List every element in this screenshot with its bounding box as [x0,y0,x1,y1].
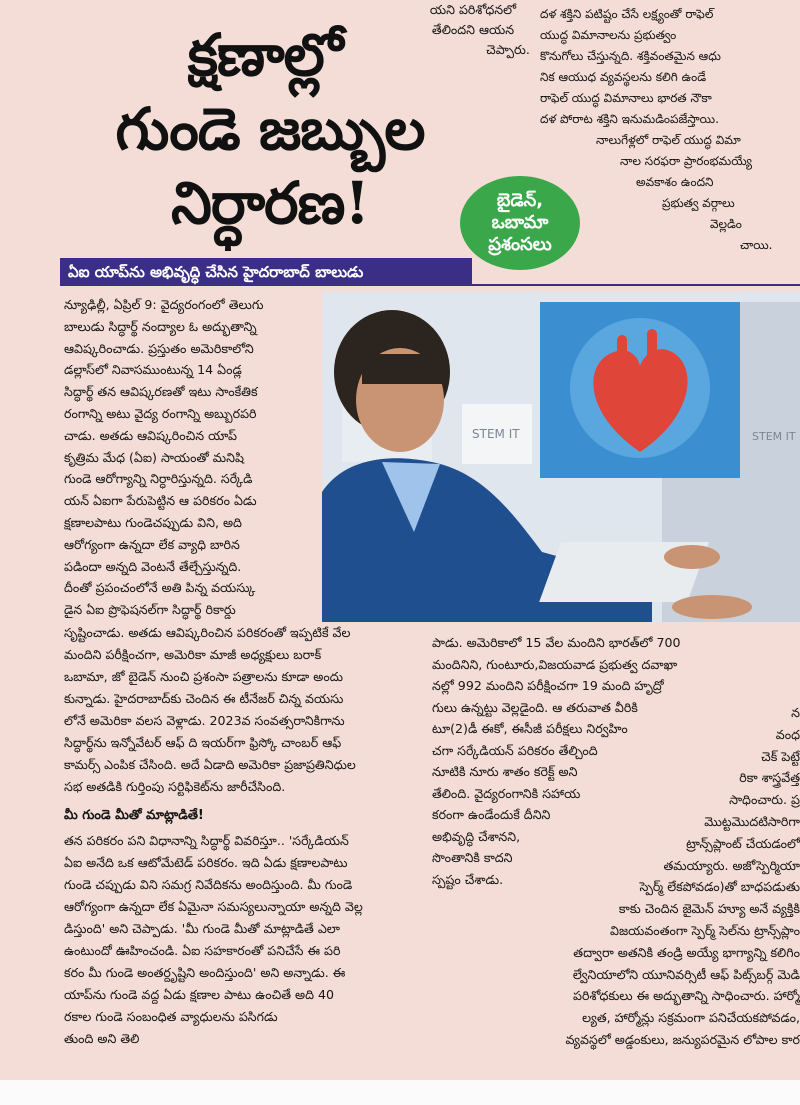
body-line: అభివృద్ధి చేశానని, [432,828,521,844]
body-line: గుండె చప్పుడు విని సమగ్ర నివేదికను అందిస్తుంది. మీ గుండె [64,877,353,892]
body-line: చగా సర్కేడియన్ పరికరం తేల్చింది [432,742,598,758]
body-line: లోనే అమెరికా వలస వెళ్లాడు. 2023వ సంవత్సరానికిగాను [64,713,345,728]
headline-line-3: నిర్ధారణ! [171,169,369,237]
body-line: ఆవిష్కరించాడు. ప్రస్తుతం అమెరికాలోని [64,340,254,356]
fragment-line: నాల సరఫరా ప్రారంభమయ్యే [620,154,752,168]
body-line: పరిశోధకులు ఈ అద్భుతాన్ని సాధించారు. హార్మో [573,988,800,1004]
body-line: ఏఐ అనేది ఒక ఆటోమేటెడ్ పరికరం. ఇది ఏడు క్షణాలపాటు [64,855,348,870]
badge-line-3: ప్రశంసలు [488,234,552,255]
body-line: వ్యవస్థలో అడ్డంకులు, జన్యుపరమైన లోపాల కార [565,1031,800,1047]
body-line: ఆరోగ్యంగా ఉన్నదా లేక ఏమైనా సమస్యలున్నాయా అన్నది వెల్ల [64,899,363,914]
subheading: మీ గుండె మీతో మాట్లాడితే! [64,808,204,823]
body-line: మొట్టమొదటిసారిగా [704,813,800,829]
fragment-line: నిక ఆయుధ వ్యవస్థలను కలిగి ఉండే [540,70,707,84]
fragment-line: తేలిందని ఆయన [431,22,515,37]
fragment-line: నాలుగేళ్లలో రాఫెల్ యుద్ధ విమా [596,133,741,147]
badge-line-2: ఒబామా [491,212,549,233]
body-line: ల్యత, హార్మోన్లు సక్రమంగా పనిచేయకపోవడం, [582,1010,800,1026]
body-line: తన పరికరం పని విధానాన్ని సిద్ధార్థ్ వివరిస్తూ.. 'సర్కేడియన్ [64,833,349,848]
body-line: సొంతానికి కాదని [432,850,513,865]
body-line: రంగాన్ని అటు వైద్య రంగాన్ని అబ్బురపరి [64,405,257,421]
body-line: రికా శాస్త్రవేత్త [739,770,800,786]
body-line: పాడు. అమెరికాలో 15 వేల మందిని భారత్‌లో 700 [432,635,681,650]
body-line: చెక్ పెట్టే [761,748,800,764]
body-line: టూ(2)డీ ఈకో, ఈసీజీ పరీక్షలు నిర్వహిం [432,721,628,736]
headline-line-1: క్షణాల్లో [187,21,343,89]
screen-label: STEM IT [472,427,520,441]
body-line: బాలుడు సిద్ధార్థ్ నంద్యాల ఓ అద్భుతాన్ని [64,318,257,334]
left-column-bottom [64,830,424,1050]
body-line: విజయవంతంగా స్పెర్మ్ సెల్‌ను ట్రాన్స్‌ప్లాం [610,922,800,938]
body-line: గులు ఉన్నట్టు వెల్లడైంది. ఆ తరువాత వీరికి [432,699,638,715]
body-line: నల్లో 992 మందిని పరీక్షించగా 19 మంది హృద్రో [432,678,664,693]
fragment-line: అవకాశం ఉందని [636,175,714,189]
svg-text:STEM IT: STEM IT [752,430,796,443]
body-line: సిద్ధార్థ్‌ను ఇన్నోవేటర్ ఆఫ్ ది ఇయర్‌గా ఫ్రిస్కో చాంబర్ ఆఫ్ [64,735,342,750]
body-line: డైన ఏఐ ప్రొఫెషనల్‌గా సిద్ధార్థ్ రికార్డు [64,602,236,618]
body-line: మందిని పరీక్షించగా, అమెరికా మాజీ అధ్యక్షులు బరాక్ [64,647,322,662]
fragment-line: రాఫెల్ యుద్ధ విమానాలు భారత నౌకా [540,91,712,105]
body-line: మందినిని, గుంటూరు,విజయవాడ ప్రభుత్వ దవాఖా [432,656,678,672]
body-line: పడిందా అన్నది వెంటనే తేల్చేస్తున్నది. [64,558,242,574]
headline [60,18,480,240]
fragment-line: చాయి. [740,238,773,252]
body-line: కరంగా ఉండేందుకే దీనిని [432,807,551,822]
body-line: సృష్టించాడు. అతడు ఆవిష్కరించిన పరికరంతో ఇప్పటికే వేల [64,625,351,640]
body-line: నూటికి నూరు శాతం కరెక్ట్ అని [432,764,578,779]
body-line: డిస్తుంది' అని చెప్పాడు. 'మీ గుండె మీతో మాట్లాడితే ఎలా [64,921,340,936]
praise-badge [460,176,580,270]
body-line: స్పెర్మ్ లేకపోవడం)తో బాధపడుతు [639,879,800,895]
badge-line-1: బైడెన్, [496,190,544,211]
body-line: స్పష్టం చేశాడు. [432,871,504,887]
body-line: ఒబామా, జో బైడెన్ నుంచి ప్రశంసా పత్రాలను కూడా అందు [64,669,343,684]
fragment-line: ప్రభుత్వ వర్గాలు [662,196,735,210]
body-line: డల్లాస్‌లో నివాసముంటున్న 14 ఏండ్ల [64,362,242,378]
right-column-bottom [500,702,800,1051]
body-line: తద్వారా అతనికి తండ్రి అయ్యే భాగ్యాన్ని కలిగిం [573,944,800,960]
body-line: సాధించారు. ప్ర [729,792,800,808]
fragment-line: యుద్ధ విమానాలను ప్రభుత్వం [540,28,677,42]
body-line: వంధ [775,726,800,742]
left-column-wide [64,622,424,798]
body-line: క్షణాలపాటు గుండెచప్పుడు విని, అది [64,514,242,530]
body-line: ఆరోగ్యంగా ఉన్నదా లేక వ్యాధి బారిన [64,536,240,552]
strap-headline: ఏఐ యాప్‌ను అభివృద్ధి చేసిన హైదరాబాద్ బాలుడు [60,258,472,286]
headline-line-2: గుండె జబ్బుల [115,95,425,163]
article-photo [322,292,800,622]
body-line: న్యూఢిల్లీ, ఏప్రిల్ 9: వైద్యరంగంలో తెలుగు [64,297,264,312]
body-line: కామర్స్ ఎంపిక చేసింది. అదే ఏడాది అమెరికా ప్రజాప్రతినిధుల [64,757,356,772]
body-line: సిద్ధార్థ్ తన ఆవిష్కరణతో ఇటు సాంకేతిక [64,384,258,400]
body-line: తేలింది. వైద్యరంగానికి సహాయ [432,785,581,801]
strap-rule [470,284,800,286]
body-line: న [791,705,800,720]
body-line: కరం మీ గుండె అంతర్దృష్టిని అందిస్తుంది' అని అన్నాడు. ఈ [64,965,346,980]
body-line: గుండె ఆరోగ్యాన్ని నిర్ధారిస్తున్నది. సర్కేడి [64,471,253,487]
body-line: ట్రాన్స్‌ప్లాంట్ చేయడంలో [686,835,800,851]
body-line: తుంది అని తెలి [64,1031,140,1046]
body-line: ఉంటుందో ఊహించండి. ఏఐ సహకారంతో పనిచేసే ఈ పరి [64,943,341,958]
body-line: దీంతో ప్రపంచంలోనే అతి పిన్న వయస్కు [64,580,256,596]
body-line: తమయ్యారు. అజోస్పెర్మియా [663,857,800,873]
body-line: సభ అతడికి గుర్తింపు సర్టిఫికెట్‌ను జారీచేసింది. [64,779,286,794]
fragment-line: యని పరిశోధనలో [429,2,517,17]
fragment-line: దళ శక్తిని పటిష్టం చేసే లక్ష్యంతో రాఫెల్ [540,7,714,21]
page-bottom-margin [0,1080,800,1105]
body-line: యాప్‌ను గుండె వద్ద ఏడు క్షణాల పాటు ఉంచితే అది 40 [64,987,335,1002]
body-line: యన్ ఏఐగా పేరుపెట్టిన ఆ పరికరం ఏడు [64,493,257,509]
body-line: ల్వేనియాలోని యూనివర్సిటీ ఆఫ్ పిట్స్‌బర్గ్ మెడి [572,966,800,982]
fragment-line: వెల్లడిం [710,217,742,231]
fragment-line: చెప్పారు. [486,42,530,57]
body-line: కాకు చెందిన జైమెన్ హ్యూ అనే వ్యక్తికి [618,901,800,917]
body-line: రకాల గుండె సంబంధిత వ్యాధులను పసిగడు [64,1009,278,1024]
fragment-line: దళ పోరాట శక్తిని ఇనుమడింపజేస్తాయి. [540,112,719,126]
left-column-top [64,294,320,621]
body-line: కృత్రిమ మేధ (ఏఐ) సాయంతో మనిషి [64,449,244,465]
fragment-line: కొనుగోలు చేస్తున్నది. శక్తివంతమైన ఆధు [540,49,721,63]
body-line: కున్నాడు. హైదరాబాద్‌కు చెందిన ఈ టీనేజర్ చిన్న వయసు [64,691,344,706]
body-line: చాడు. అతడు ఆవిష్కరించిన యాప్ [64,427,237,443]
photo-illustration [322,292,800,622]
